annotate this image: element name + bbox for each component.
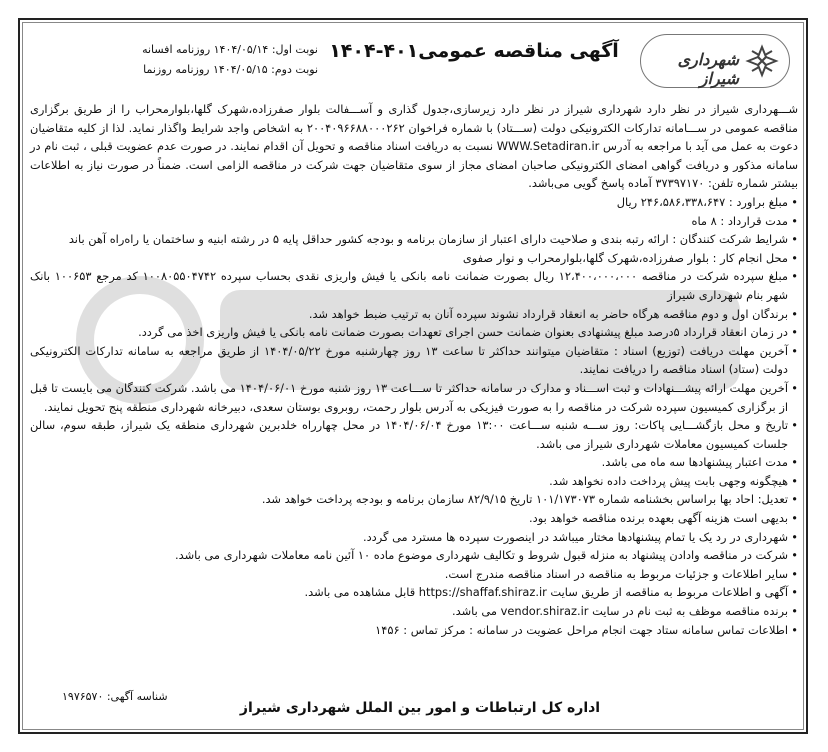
- header: [24, 26, 804, 98]
- publication-second: نوبت دوم: ۱۴۰۴/۰۵/۱۵ روزنامه روزنما: [143, 63, 318, 76]
- list-item: • شرایط شرکت کنندگان : ارائه رتبه بندی و صلاحیت دارای اعتبار از سازمان برنامه و بودجه کشور حداقل پایه ۵ در رشته ابنیه و ساختمان یا راه‌راه آهن باند: [30, 230, 798, 249]
- list-item: • شرکت در مناقصه وادادن پیشنهاد به منزله قبول شروط و تکالیف شهرداری موضوع ماده ۱۰ آئین نامه معاملات شهرداری می باشد.: [30, 546, 798, 565]
- intro-paragraph: شـــهرداری شیراز در نظر دارد شهرداری شیراز در نظر دارد زیرسازی،جدول گذاری و آســـفالت بلوار صفرزاده،شهرک گلها،بلوارمحراب را از طریق برگزاری مناقصه عمومی در ســـامانه تدارکات الکترونیکی دولت (ســـتاد) با شماره فراخوان ۲۰۰۴۰۹۶۶۸۸۰۰۰۲۶۲ به اشخاص واجد شرایط واگذار نماید. لذا از کلیه متقاضیان دعوت به عمل می آید با مراجعه به آدرس WWW.Setadiran.ir نسبت به دریافت اسناد مناقصه و تحویل آن اقدام نمایند. در صورت عدم عضویت قبلی ، ثبت نام در سامانه مذکور و دریافت گواهی امضای الکترونیکی صاحبان امضای مجاز از سوی متقاضیان جهت شرکت در مناقصه الزامی است. ضمناً در صورت نیاز به اطلاعات بیشتر شماره تلفن: ۳۷۳۹۷۱۷۰ آماده پاسخ گویی می‌باشد.: [30, 102, 798, 191]
- list-item: • تاریخ و محل بازگشـــایی پاکات: روز ســـه شنبه ســـاعت ۱۳:۰۰ مورخ ۱۴۰۴/۰۶/۰۴ در محل چهارراه خلدبرین شهرداری منطقه یک شیراز، طبقه سوم، سالن جلسات کمیسیون معاملات شهرداری شیراز می باشد.: [30, 416, 798, 453]
- list-item: • برنده مناقصه موظف به ثبت نام در سایت vendor.shiraz.ir می باشد.: [30, 602, 798, 621]
- notice-body: [30, 100, 798, 639]
- list-item: • بدیهی است هزینه آگهی بعهده برنده مناقصه خواهد بود.: [30, 509, 798, 528]
- list-item: • شهرداری در رد یک یا تمام پیشنهادها مختار میباشد در اینصورت سپرده ها مسترد می گردد.: [30, 528, 798, 547]
- list-item: • آخرین مهلت دریافت (توزیع) اسناد : متقاضیان میتوانند حداکثر تا ساعت ۱۳ روز چهارشنبه مورخ ۱۴۰۴/۰۵/۲۲ از طریق مراجعه به سامانه تدارکات الکترونیکی دولت (ستاد) اسناد مناقصه را دریافت نمایند.: [30, 342, 798, 379]
- list-item: • سایر اطلاعات و جزئیات مربوط به مناقصه در اسناد مناقصه مندرج است.: [30, 565, 798, 584]
- logo-text: شهرداری شیراز: [677, 50, 739, 88]
- page-title: آگهی مناقصه عمومی۴۰۱-۱۴۰۴: [329, 40, 619, 62]
- list-item: • مدت اعتبار پیشنهادها سه ماه می باشد.: [30, 453, 798, 472]
- list-item: • در زمان انعقاد قرارداد ۵درصد مبلغ پیشنهادی بعنوان ضمانت حسن اجرای تعهدات بصورت ضمانت نامه بانکی یا فیش واریزی اخذ می گردد.: [30, 323, 798, 342]
- flower-logo-icon: [745, 44, 779, 78]
- list-item: • مبلغ سپرده شرکت در مناقصه ۱۲،۴۰۰،۰۰۰،۰۰۰ ریال بصورت ضمانت نامه بانکی یا فیش واریزی نقدی بحساب سپرده ۱۰۰۸۰۵۵۰۴۷۴۲ کد مرجع ۱۰۰۶۵۳ بانک شهر بنام شهرداری شیراز: [30, 267, 798, 304]
- list-item: • محل انجام کار : بلوار صفرزاده،شهرک گلها،بلوارمحراب و نوار صفوی: [30, 249, 798, 268]
- list-item: • هیچگونه وجهی بابت پیش پرداخت داده نخواهد شد.: [30, 472, 798, 491]
- list-item: • آگهی و اطلاعات مربوط به مناقصه از طریق سایت https://shaffaf.shiraz.ir قابل مشاهده می باشد.: [30, 583, 798, 602]
- list-item: • اطلاعات تماس سامانه ستاد جهت انجام مراحل عضویت در سامانه : مرکز تماس : ۱۴۵۶: [30, 621, 798, 640]
- publication-dates: [86, 40, 318, 80]
- municipality-logo: [640, 34, 790, 88]
- publication-first: نوبت اول: ۱۴۰۴/۰۵/۱۴ روزنامه افسانه: [142, 43, 318, 56]
- list-item: • تعدیل: احاد بها براساس بخشنامه شماره ۱۰۱/۱۷۳۰۷۳ تاریخ ۸۲/۹/۱۵ سازمان برنامه و بودجه پرداخت خواهد شد.: [30, 490, 798, 509]
- list-item: • برندگان اول و دوم مناقصه هرگاه حاضر به انعقاد قرارداد نشوند سپرده آنان به ترتیب ضبط خواهد شد.: [30, 305, 798, 324]
- list-item: • آخرین مهلت ارائه پیشـــنهادات و ثبت اســـناد و مدارک در سامانه حداکثر تا ســـاعت ۱۳ روز شنبه مورخ ۱۴۰۴/۰۶/۰۱ می باشد. شرکت کنندگان می بایست تا قبل از برگزاری کمیسیون سپرده شرکت در مناقصه را به صورت فیزیکی به آدرس بلوار رحمت، روبروی بوستان سعدی، دبیرخانه شهرداری منطقه پنج تحویل نمایند.: [30, 379, 798, 416]
- list-item: • مدت قرارداد : ۸ ماه: [30, 212, 798, 231]
- issuing-office: اداره کل ارتباطات و امور بین الملل شهرداری شیراز: [239, 700, 601, 716]
- ad-id: شناسه آگهی: ۱۹۷۶۵۷۰: [62, 690, 168, 703]
- list-item: • مبلغ براورد : ۲۴۶،۵۸۶،۳۳۸،۶۴۷ ریال: [30, 193, 798, 212]
